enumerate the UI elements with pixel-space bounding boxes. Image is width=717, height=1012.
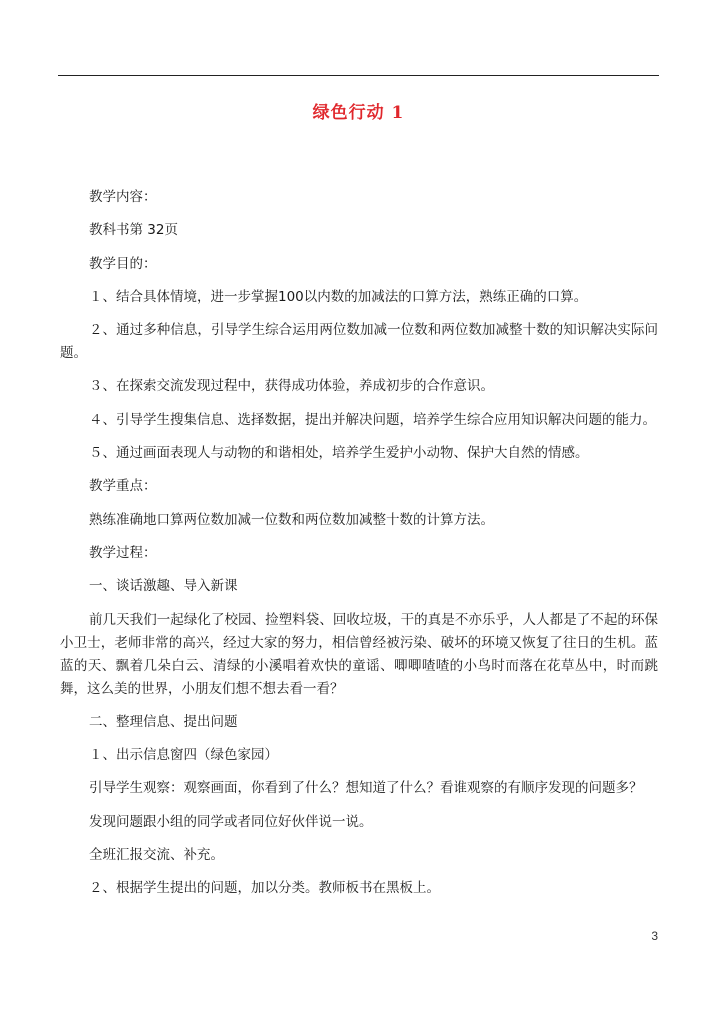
section-heading-key-points: 教学重点：	[89, 478, 157, 495]
process-substep-2: ２、根据学生提出的问题，加以分类。教师板书在黑板上。	[89, 880, 440, 897]
objective-item-2: ２、通过多种信息，引导学生综合运用两位数加减一位数和两位数加减整十数的知识解决实际问题。	[60, 322, 658, 362]
document-body	[60, 186, 658, 911]
process-guidance-text: 引导学生观察：观察画面，你看到了什么？想知道了什么？看谁观察的有顺序发现的问题多？	[89, 780, 643, 797]
document-title: 绿色行动 1	[312, 103, 405, 124]
textbook-reference: 教科书第 32页	[89, 222, 178, 239]
objective-item-5: ５、通过画面表现人与动物的和谐相处，培养学生爱护小动物、保护大自然的情感。	[89, 445, 589, 462]
process-report-text: 全班汇报交流、补充。	[89, 847, 224, 864]
section-heading-process: 教学过程：	[89, 544, 157, 561]
key-points-text: 熟练准确地口算两位数加减一位数和两位数加减整十数的计算方法。	[89, 511, 494, 528]
process-step-1-text: 前几天我们一起绿化了校园、捡塑料袋、回收垃圾，干的真是不亦乐乎，人人都是了不起的环保小卫士，老师非常的高兴，经过大家的努力，相信曾经被污染、破坏的环境又恢复了往日的生机。蓝蓝的天、飘着几朵白云、清绿的小溪唱着欢快的童谣、唧唧喳喳的小鸟时而落在花草丛中，时而跳舞，这么美的世界，小朋友们想不想去看一看？	[60, 611, 658, 697]
process-step-2-heading: 二、整理信息、提出问题	[89, 713, 238, 730]
objective-item-1: １、结合具体情境，进一步掌握100以内数的加减法的口算方法，熟练正确的口算。	[89, 288, 588, 305]
section-heading-content: 教学内容：	[89, 189, 157, 205]
process-substep-1: １、出示信息窗四（绿色家园）	[89, 747, 278, 764]
process-step-1-heading: 一、谈话激趣、导入新课	[89, 578, 238, 595]
objective-item-4: ４、引导学生搜集信息、选择数据，提出并解决问题，培养学生综合应用知识解决问题的能力。	[89, 411, 656, 428]
header-rule	[58, 75, 659, 76]
page-number: 3	[651, 929, 658, 943]
section-heading-objectives: 教学目的：	[89, 255, 157, 272]
process-discussion-text: 发现问题跟小组的同学或者同位好伙伴说一说。	[89, 813, 373, 830]
objective-item-3: ３、在探索交流发现过程中，获得成功体验，养成初步的合作意识。	[89, 378, 494, 395]
